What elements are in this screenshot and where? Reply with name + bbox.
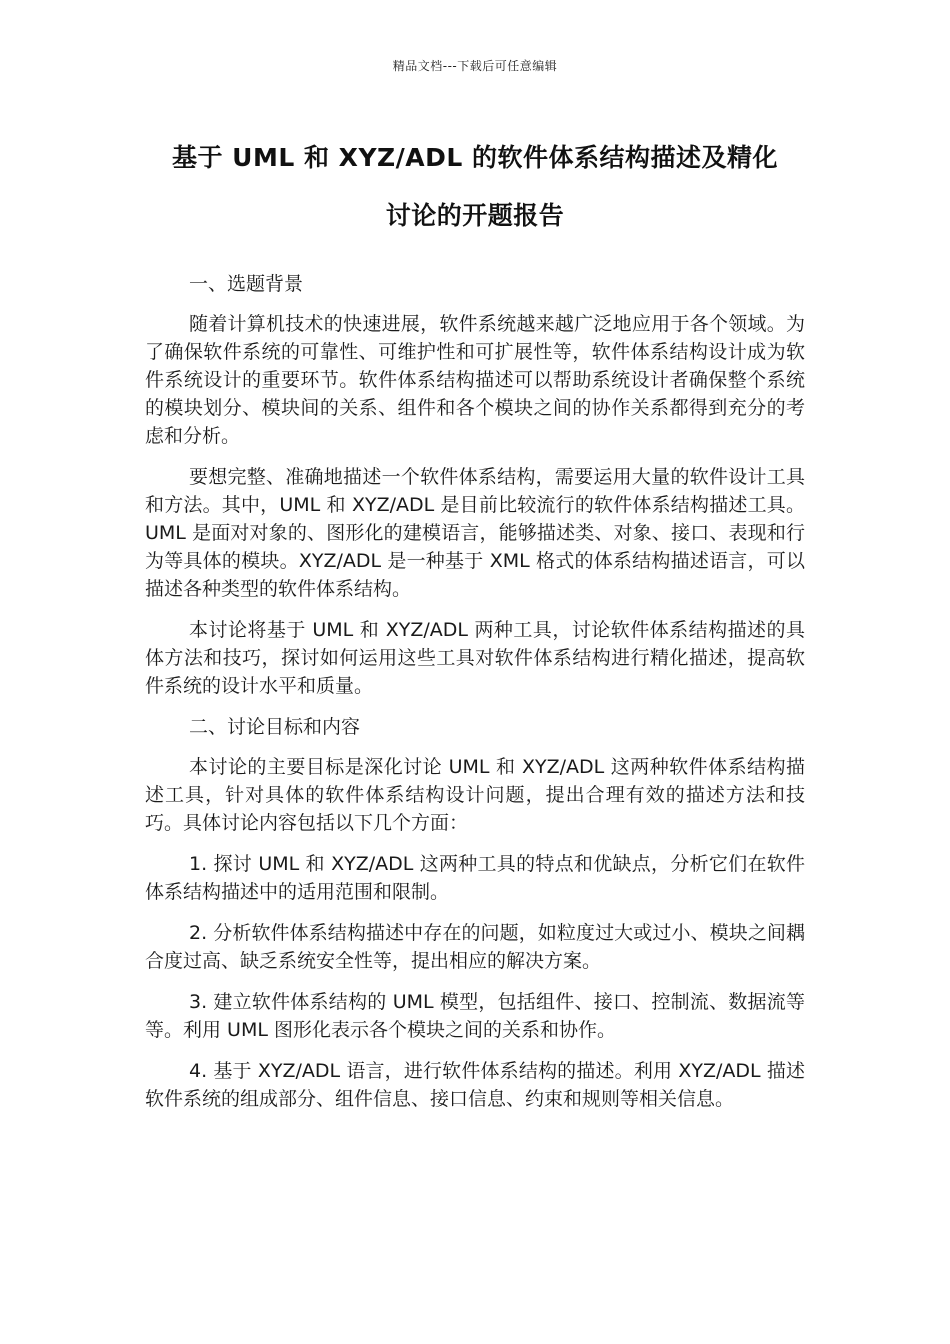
document-title-line-1: 基于 UML 和 XYZ/ADL 的软件体系结构描述及精化 bbox=[171, 143, 779, 172]
document-body bbox=[145, 270, 805, 1126]
section-heading-goals: 二、讨论目标和内容 bbox=[189, 716, 361, 738]
paragraph-3: 本讨论将基于 UML 和 XYZ/ADL 两种工具，讨论软件体系结构描述的具体方法和技巧，探讨如何运用这些工具对软件体系结构进行精化描述，提高软件系统的设计水平和质量。 bbox=[145, 619, 805, 697]
list-item-2: 2. 分析软件体系结构描述中存在的问题，如粒度过大或过小、模块之间耦合度过高、缺乏系统安全性等，提出相应的解决方案。 bbox=[145, 922, 805, 972]
paragraph-4: 本讨论的主要目标是深化讨论 UML 和 XYZ/ADL 这两种软件体系结构描述工具，针对具体的软件体系结构设计问题，提出合理有效的描述方法和技巧。具体讨论内容包括以下几个方面： bbox=[145, 756, 805, 834]
header-note: 精品文档---下载后可任意编辑 bbox=[392, 59, 558, 73]
list-item-4: 4. 基于 XYZ/ADL 语言，进行软件体系结构的描述。利用 XYZ/ADL 描述软件系统的组成部分、组件信息、接口信息、约束和规则等相关信息。 bbox=[145, 1060, 805, 1110]
paragraph-2: 要想完整、准确地描述一个软件体系结构，需要运用大量的软件设计工具和方法。其中，UML 和 XYZ/ADL 是目前比较流行的软件体系结构描述工具。UML 是面对对象的、图形化的建模语言，能够描述类、对象、接口、表现和行为等具体的模块。XYZ/ADL 是一种基于 XML 格式的体系结构描述语言，可以描述各种类型的软件体系结构。 bbox=[145, 466, 805, 600]
paragraph-1: 随着计算机技术的快速进展，软件系统越来越广泛地应用于各个领域。为了确保软件系统的可靠性、可维护性和可扩展性等，软件体系结构设计成为软件系统设计的重要环节。软件体系结构描述可以帮助系统设计者确保整个系统的模块划分、模块间的关系、组件和各个模块之间的协作关系都得到充分的考虑和分析。 bbox=[145, 313, 805, 447]
document-title-line-2: 讨论的开题报告 bbox=[385, 201, 565, 230]
list-item-1: 1. 探讨 UML 和 XYZ/ADL 这两种工具的特点和优缺点，分析它们在软件体系结构描述中的适用范围和限制。 bbox=[145, 853, 805, 903]
list-item-3: 3. 建立软件体系结构的 UML 模型，包括组件、接口、控制流、数据流等等。利用 UML 图形化表示各个模块之间的关系和协作。 bbox=[145, 991, 805, 1041]
section-heading-background: 一、选题背景 bbox=[189, 273, 304, 295]
